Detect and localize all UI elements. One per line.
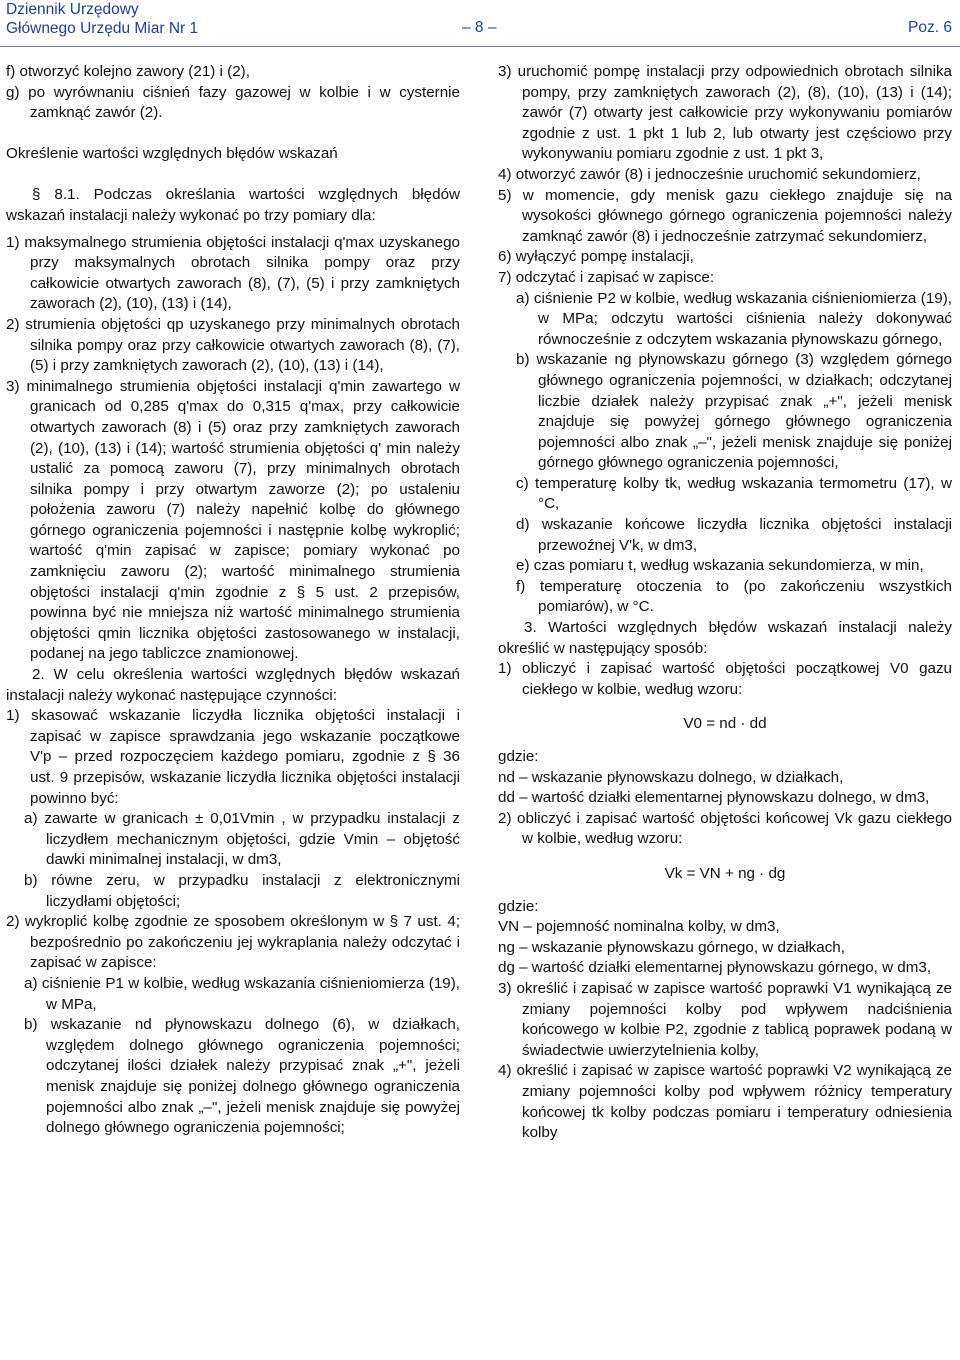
paragraph: d) wskazanie końcowe liczydła licznika objętości instalacji przewoźnej V'k, w dm3, — [516, 516, 952, 554]
paragraph: c) temperaturę kolby tk, według wskazania termometru (17), w °C, — [516, 474, 952, 513]
paragraph: 7) odczytać i zapisać w zapisce: — [498, 268, 715, 286]
publication-line-2: Głównego Urzędu Miar Nr 1 — [6, 20, 199, 37]
paragraph: e) czas pomiaru t, według wskazania sekundomierza, w min, — [516, 557, 924, 575]
paragraph: 1) skasować wskazanie liczydła licznika objętości instalacji i zapisać w zapisce sprawdzania jego wskazanie początkowe V'p – przed rozpoczęciem każdego pomiaru, zgodnie z § 36 ust. 9 przepisów, wskazanie liczydła licznika objętości instalacji powinno być: — [6, 707, 460, 807]
paragraph: 2) strumienia objętości qp uzyskanego przy minimalnych obrotach silnika pompy oraz przy całkowicie otwartych zaworach (8), (7), (5) i przy zamkniętych zaworach (2), (10), (13) i (14), — [6, 315, 460, 375]
page-header — [0, 0, 960, 46]
paragraph: a) ciśnienie P2 w kolbie, według wskazania ciśnieniomierza (19), w MPa; odczytu wartości ciśnienia należy dokonywać równocześnie z odczytem wskazania płynowskazu górnego, — [516, 289, 952, 348]
paragraph: 1) maksymalnego strumienia objętości instalacji q'max uzyskanego przy maksymalnych obrotach silnika pompy oraz przy całkowicie otwartych zaworach (8), (7), (5) i przy zamkniętych zaworach (2), (10), (13) i (14), — [6, 233, 460, 313]
paragraph: gdzie: — [498, 748, 539, 765]
paragraph: 3) uruchomić pompę instalacji przy odpowiednich obrotach silnika pompy, przy zamkniętych zaworach (2), (8), (10), (13) i (14); zawór (7) otwarty jest całkowicie przy wykonywaniu pomiarów zgodnie z ust. 1 pkt 1 lub 2, lub otwarty jest częściowo przy wykonywaniu pomiaru zgodnie z ust. 1 pkt 3, — [498, 63, 952, 163]
paragraph: f) otworzyć kolejno zawory (21) i (2), — [6, 63, 250, 80]
paragraph: gdzie: — [498, 897, 539, 915]
paragraph: 2) wykroplić kolbę zgodnie ze sposobem określonym w § 7 ust. 4; bezpośrednio po zakończeniu jej wykraplania należy odczytać i zapisać w zapisce: — [6, 913, 460, 972]
position-number: Poz. 6 — [908, 19, 952, 36]
publication-line-1: Dziennik Urzędowy — [6, 1, 139, 18]
page-number: – 8 – — [462, 19, 497, 36]
paragraph: 3) określić i zapisać w zapisce wartość poprawki V1 wynikającą ze zmiany pojemności kolby pod wpływem nadciśnienia końcowego w kolbie P2, zgodnie z tablicą poprawek podaną w świadectwie uwierzytelnienia kolby, — [498, 979, 952, 1059]
paragraph: 3) minimalnego strumienia objętości instalacji q'min zawartego w granicach od 0,285 q'max do 0,315 q'max, przy całkowicie otwartych zaworach (8) i (5) oraz przy zamkniętych zaworach (2), (10), (13) i (14); wartość strumienia objętości q' min należy ustalić za pomocą zaworu (7), przy minimalnych obrotach silnika pompy i przy otwartym zaworze (2); po ustaleniu położenia zaworu (7) należy napełnić kolbę do głównego górnego ograniczenia pojemności i następnie kolbę wykroplić; wartość q'min zapisać w zapisce; pomiary wykonać po zamknięciu zaworu (2); wartość minimalnego strumienia objętości instalacji q'min zgodnie z § 5 ust. 2 przepisów, powinna być nie mniejsza niż wartość minimalnego strumienia objętości qmin licznika objętości zastosowanego w instalacji, podanej na jego tabliczce znamionowej. — [6, 377, 460, 663]
paragraph: 2) obliczyć i zapisać wartość objętości końcowej Vk gazu ciekłego w kolbie, według wzoru: — [498, 809, 952, 848]
paragraph: a) zawarte w granicach ± 0,01Vmin , w przypadku instalacji z liczydłem mechanicznym objętości, gdzie Vmin – objętość dawki minimalnej instalacji, w dm3, — [24, 810, 460, 869]
paragraph: 5) w momencie, gdy menisk gazu ciekłego znajduje się na wysokości głównego górnego ograniczenia pojemności należy zamknąć zawór (8) i jednocześnie zatrzymać sekundomierz, — [498, 186, 952, 245]
publication-title — [6, 0, 198, 38]
paragraph: b) wskazanie nd płynowskazu dolnego (6), w działkach, względem dolnego głównego ograniczenia pojemności; odczytanej ilości działek należy przypisać znak „+", jeżeli menisk znajduje się poniżej dolnego głównego ograniczenia pojemności albo znak „–", jeżeli menisk znajduje się powyżej dolnego głównego ograniczenia pojemności; — [24, 1016, 460, 1137]
section-heading: Określenie wartości względnych błędów wskazań — [6, 144, 338, 162]
paragraph: nd – wskazanie płynowskazu dolnego, w działkach, — [498, 768, 844, 786]
paragraph: b) równe zeru, w przypadku instalacji z elektronicznymi liczydłami objętości; — [24, 871, 460, 910]
paragraph: g) po wyrównaniu ciśnień fazy gazowej w kolbie i w cysternie zamknąć zawór (2). — [6, 83, 460, 122]
paragraph: dd – wartość działki elementarnej płynowskazu dolnego, w dm3, — [498, 789, 930, 807]
left-column — [6, 62, 460, 1139]
paragraph: dg – wartość działki elementarnej płynowskazu górnego, w dm3, — [498, 959, 932, 977]
formula: Vk = VN + ng · dg — [664, 864, 786, 882]
header-rule — [0, 46, 960, 47]
paragraph: 6) wyłączyć pompę instalacji, — [498, 248, 694, 266]
paragraph: 4) określić i zapisać w zapisce wartość poprawki V2 wynikającą ze zmiany pojemności kolby pod wpływem różnicy temperatury końcowej tk kolby podczas pomiaru i temperatury odniesienia kolby — [498, 1062, 952, 1142]
formula: V0 = nd · dd — [683, 715, 767, 733]
paragraph: 2. W celu określenia wartości względnych błędów wskazań instalacji należy wykonać następujące czynności: — [6, 666, 460, 704]
paragraph: a) ciśnienie P1 w kolbie, według wskazania ciśnieniomierza (19), w MPa, — [24, 974, 460, 1013]
paragraph: 1) obliczyć i zapisać wartość objętości początkowej V0 gazu ciekłego w kolbie, według wzoru: — [498, 660, 952, 698]
paragraph: ng – wskazanie płynowskazu górnego, w działkach, — [498, 938, 845, 956]
paragraph: f) temperaturę otoczenia to (po zakończeniu wszystkich pomiarów), w °C. — [516, 577, 952, 616]
paragraph: § 8.1. Podczas określania wartości względnych błędów wskazań instalacji należy wykonać po trzy pomiary dla: — [6, 186, 460, 224]
spacer — [6, 124, 460, 144]
paragraph: 3. Wartości względnych błędów wskazań instalacji należy określić w następujący sposób: — [498, 619, 952, 657]
right-column — [498, 62, 952, 1144]
paragraph: 4) otworzyć zawór (8) i jednocześnie uruchomić sekundomierz, — [498, 165, 921, 183]
paragraph: VN – pojemność nominalna kolby, w dm3, — [498, 918, 780, 936]
paragraph: b) wskazanie ng płynowskazu górnego (3) względem górnego głównego ograniczenia pojemności, w działkach; odczytanej liczbie działek należy przypisać znak „+", jeżeli menisk znajduje się powyżej górnego głównego ograniczenia pojemności albo znak „–", jeżeli menisk znajduje się poniżej górnego głównego ograniczenia pojemności, — [516, 351, 952, 472]
